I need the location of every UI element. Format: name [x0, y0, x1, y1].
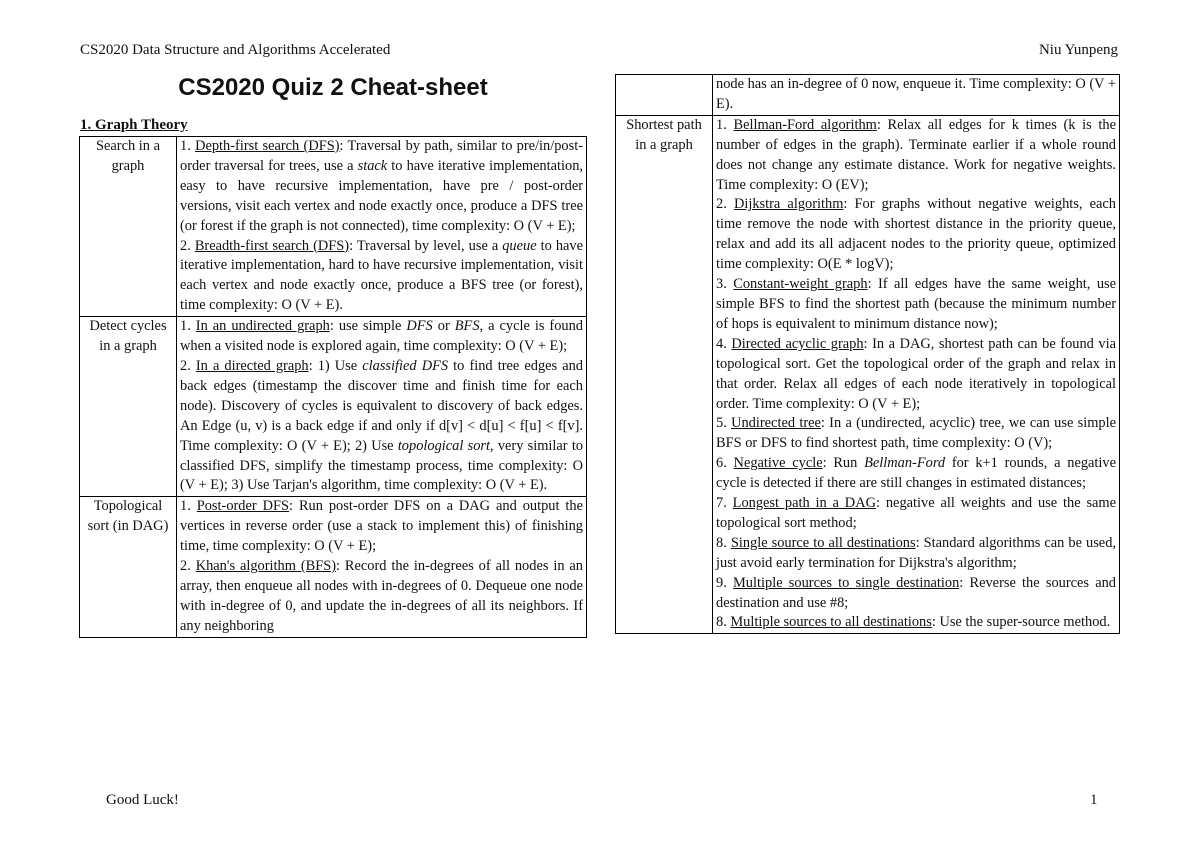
item-heading: Negative cycle	[733, 455, 823, 472]
footer-text: Good Luck!	[106, 792, 179, 808]
table-row	[616, 75, 1120, 116]
list-item	[716, 75, 1116, 115]
item-heading: Longest path in a DAG	[732, 495, 876, 512]
item-text: , a cycle is found when a visited node is explored again, time complexity: O (V + E);	[180, 318, 584, 355]
item-heading: In an undirected graph	[195, 318, 330, 335]
list-item	[716, 454, 1116, 494]
item-number: 8.	[716, 614, 731, 631]
item-emphasis: queue	[502, 237, 537, 254]
item-number: 3.	[716, 276, 734, 293]
item-text: node has an in-degree of 0 now, enqueue it. Time complexity: O (V + E).	[716, 76, 1116, 112]
item-number: 1.	[180, 138, 196, 154]
item-text: : 1) Use	[308, 357, 363, 374]
item-text: : In a DAG, shortest path can be found via topological sort. Get the topological order of the graph and relax in that order. Relax all edges of each node iteratively in topological order. Time complexity: O (V + E);	[716, 335, 1116, 412]
item-text: , very similar to classified DFS, simplify the timestamp process, time complexity: O (V + E); 3) Use Tarjan's algorithm, time complexity: O (V + E).	[180, 437, 584, 494]
left-cheatsheet-table	[79, 136, 587, 638]
item-heading: In a directed graph	[195, 357, 309, 374]
list-item	[716, 534, 1116, 574]
row-category: Detect cycles in a graph	[80, 317, 177, 497]
item-heading: Post-order DFS	[196, 498, 290, 515]
item-number: 2.	[716, 196, 734, 213]
table-row	[80, 497, 587, 637]
right-cheatsheet-table	[615, 74, 1120, 634]
list-item	[180, 557, 583, 637]
row-category: Shortest path in a graph	[616, 115, 713, 634]
table-row	[80, 317, 587, 497]
item-heading: Multiple sources to single destination	[733, 574, 960, 591]
item-number: 1.	[180, 318, 196, 335]
item-number: 1.	[716, 116, 734, 133]
item-text: : negative all weights and use the same topological sort method;	[716, 495, 1117, 531]
item-text: : In a (undirected, acyclic) tree, we can use simple BFS or DFS to find shortest path, time complexity: O (V);	[716, 415, 1117, 452]
table-row	[80, 137, 587, 317]
list-item	[716, 335, 1116, 415]
item-text: : Reverse the sources and destination and use #8;	[716, 574, 1116, 611]
left-table-body	[80, 137, 587, 638]
page-number: 1	[1090, 792, 1098, 808]
item-number: 8.	[716, 534, 731, 551]
item-number: 7.	[716, 495, 733, 512]
item-heading: Directed acyclic graph	[731, 335, 864, 352]
item-heading: Dijkstra algorithm	[733, 196, 844, 213]
row-category: Search in a graph	[80, 137, 177, 317]
list-item	[716, 116, 1116, 196]
item-text: : Run	[822, 455, 865, 472]
row-description	[713, 115, 1120, 634]
item-heading: Khan's algorithm (BFS)	[195, 558, 337, 575]
item-emphasis: stack	[357, 157, 388, 174]
item-number: 2.	[180, 237, 195, 254]
item-heading: Bellman-Ford algorithm	[733, 116, 877, 133]
item-emphasis: DFS	[406, 318, 433, 335]
list-item	[716, 574, 1116, 614]
item-emphasis: topological sort	[397, 437, 490, 454]
row-description	[177, 317, 587, 497]
item-text: : Traversal by path, similar to pre/in/post-order traversal for trees, use a	[180, 138, 584, 174]
header-author: Niu Yunpeng	[1038, 42, 1118, 58]
item-text: to have iterative implementation, hard to have recursive implementation, visit each vertex and node exactly once, produce a BFS tree (or forest), time complexity: O (V + E).	[180, 237, 583, 314]
item-text: : Use the super-source method.	[931, 614, 1111, 631]
item-number: 5.	[716, 415, 732, 432]
item-text: : Record the in-degrees of all nodes in an array, then enqueue all nodes with in-degrees of 0. Dequeue one node with in-degree of 0, and update the in-degrees of all its neighbors. If any neighboring	[180, 558, 584, 634]
item-number: 9.	[716, 574, 734, 591]
item-text: : Traversal by level, use a	[349, 237, 503, 254]
item-text: : For graphs without negative weights, each time remove the node with shortest distance in the priority queue, relax and add its all adjacent nodes to the priority queue, optimized time complexity: O(E * logV);	[716, 196, 1116, 273]
item-number: 2.	[180, 558, 196, 575]
item-emphasis: Bellman-Ford	[864, 455, 946, 472]
list-item	[716, 613, 1116, 633]
list-item	[716, 195, 1116, 275]
header-course: CS2020 Data Structure and Algorithms Accelerated	[80, 42, 391, 58]
item-emphasis: BFS	[454, 318, 480, 335]
item-number: 1.	[180, 498, 197, 515]
item-number: 4.	[716, 335, 732, 352]
page-title: CS2020 Quiz 2 Cheat-sheet	[178, 74, 488, 101]
item-text: for k+1 rounds, a negative cycle is detected if there are still changes in estimated distances;	[716, 455, 1116, 492]
table-row	[616, 115, 1120, 634]
list-item	[716, 494, 1116, 534]
item-number: 2.	[180, 357, 196, 374]
item-emphasis: classified DFS	[362, 357, 449, 374]
row-description	[713, 75, 1120, 116]
item-number: 6.	[716, 455, 734, 472]
list-item	[180, 237, 583, 317]
row-description	[177, 137, 587, 317]
list-item	[180, 357, 583, 496]
item-text: : use simple	[329, 318, 407, 335]
list-item	[180, 497, 583, 557]
item-heading: Depth-first search (DFS)	[195, 138, 340, 154]
list-item	[716, 275, 1116, 335]
row-category	[616, 75, 713, 116]
section-heading: 1. Graph Theory	[80, 117, 188, 133]
row-category: Topological sort (in DAG)	[80, 497, 177, 637]
item-heading: Single source to all destinations	[730, 534, 916, 551]
right-table-body	[616, 75, 1120, 634]
item-text: : If all edges have the same weight, use simple BFS to find the shortest path (because the minimum number of hops is equivalent to minimum distance now);	[716, 276, 1116, 332]
item-heading: Constant-weight graph	[733, 276, 868, 293]
item-text: : Standard algorithms can be used, just avoid early termination for Dijkstra's algorithm;	[716, 534, 1116, 571]
item-text: to find tree edges and back edges (timestamp the discover time and finish time for each node). Discovery of cycles is equivalent to discovery of back edges. An Edge (u, v) is a back edge if and only if d[v] < d[u] < f[u] < f[v]. Time complexity: O (V + E); 2) Use	[180, 357, 583, 454]
item-text: or	[432, 318, 455, 335]
row-description	[177, 497, 587, 637]
item-text: to have iterative implementation, easy to have recursive implementation, have pre / post-order versions, visit each vertex and node exactly once, produce a DFS tree (or forest if the graph is not connected), time complexity: O (V + E);	[180, 157, 583, 234]
list-item	[180, 137, 583, 237]
item-text: : Run post-order DFS on a DAG and output the vertices in reverse order (use a stack to implement this) of finishing time, time complexity: O (V + E);	[180, 498, 583, 555]
list-item	[180, 317, 583, 357]
item-heading: Multiple sources to all destinations	[730, 614, 932, 631]
item-text: : Relax all edges for k times (k is the number of edges in the graph). Terminate earlier if a whole round does not change any estimate distance. Work for negative weights. Time complexity: O (EV);	[716, 116, 1116, 193]
list-item	[716, 414, 1116, 454]
item-heading: Breadth-first search (DFS)	[194, 237, 350, 254]
item-heading: Undirected tree	[731, 415, 821, 432]
